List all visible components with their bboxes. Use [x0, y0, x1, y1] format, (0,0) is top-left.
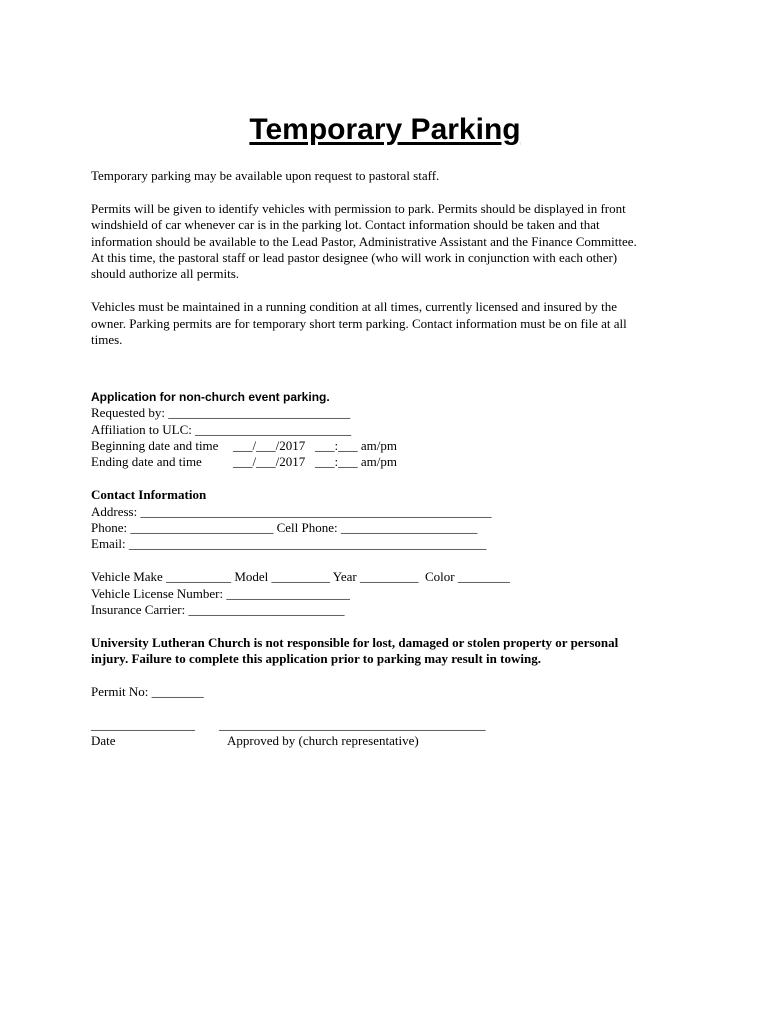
- vehicle-section: [91, 569, 691, 618]
- intro-text: Temporary parking may be available upon request to pastoral staff.: [91, 168, 440, 183]
- beginning-date-value: ___/___/2017 ___:___ am/pm: [233, 438, 397, 454]
- beginning-date-field: [91, 438, 691, 454]
- signature-block: [91, 717, 691, 750]
- permits-line: should authorize all permits.: [91, 266, 240, 282]
- permits-line: At this time, the pastoral staff or lead pastor designee (who will work in conjunction with each other): [91, 250, 618, 266]
- date-signature-line: ________________: [91, 716, 195, 732]
- approved-by-label: Approved by (church representative): [227, 733, 419, 749]
- disclaimer-line: injury. Failure to complete this application prior to parking may result in towing.: [91, 651, 541, 667]
- beginning-date-label: Beginning date and time: [91, 438, 219, 454]
- insurance-carrier-field: Insurance Carrier: ________________________: [91, 602, 345, 618]
- disclaimer-line: University Lutheran Church is not responsible for lost, damaged or stolen property or personal: [91, 634, 619, 650]
- application-section: [91, 389, 691, 471]
- approved-signature-line: _________________________________________: [219, 716, 486, 732]
- contact-section: [91, 487, 691, 553]
- vehicles-paragraph: [91, 299, 691, 348]
- page-title: Temporary Parking: [249, 113, 521, 146]
- permits-line: windshield of car whenever car is in the parking lot. Contact information should be taken and that: [91, 217, 600, 233]
- affiliation-field: Affiliation to ULC: ________________________: [91, 421, 352, 437]
- permits-line: Permits will be given to identify vehicles with permission to park. Permits should be displayed in front: [91, 200, 626, 216]
- vehicle-make-field: Vehicle Make __________ Model _________ Year _________ Color ________: [91, 569, 510, 585]
- vehicles-line: owner. Parking permits are for temporary short term parking. Contact information must be on file at all: [91, 315, 627, 331]
- ending-date-field: [91, 454, 691, 470]
- address-field: Address: ______________________________________________________: [91, 503, 492, 519]
- vehicles-line: Vehicles must be maintained in a running condition at all times, currently licensed and insured by the: [91, 299, 618, 315]
- application-heading: Application for non-church event parking.: [91, 389, 330, 404]
- permits-paragraph: [91, 201, 691, 283]
- date-label: Date: [91, 733, 116, 749]
- document-body: [91, 168, 691, 750]
- ending-date-value: ___/___/2017 ___:___ am/pm: [233, 454, 397, 470]
- requested-by-field: Requested by: ____________________________: [91, 405, 351, 421]
- permit-number-field: Permit No: ________: [91, 684, 204, 700]
- vehicles-line: times.: [91, 332, 123, 348]
- permits-line: information should be available to the Lead Pastor, Administrative Assistant and the Finance Committee.: [91, 233, 637, 249]
- ending-date-label: Ending date and time: [91, 454, 202, 470]
- vehicle-license-field: Vehicle License Number: ___________________: [91, 585, 350, 601]
- email-field: Email: _______________________________________________________: [91, 536, 487, 552]
- phone-field: Phone: ______________________ Cell Phone: _____________________: [91, 520, 478, 536]
- disclaimer: [91, 635, 691, 668]
- contact-heading: Contact Information: [91, 487, 207, 503]
